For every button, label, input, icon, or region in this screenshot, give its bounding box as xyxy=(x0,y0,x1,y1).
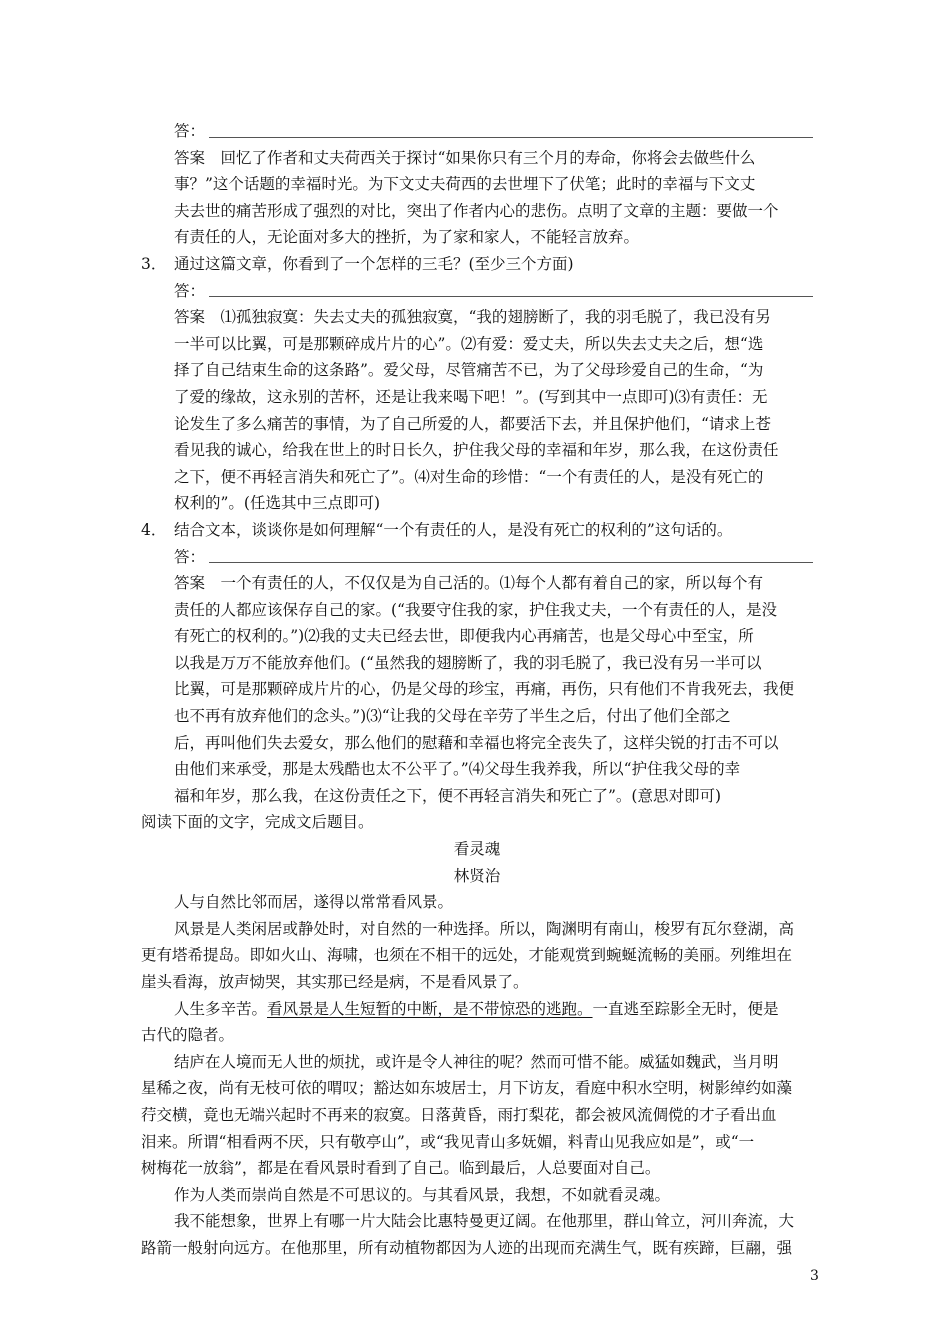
passage-line: 古代的隐者。 xyxy=(141,1026,235,1045)
underlined-sentence: 看风景是人生短暂的中断，是不带惊恐的逃跑。 xyxy=(267,999,593,1018)
q4-key-line: 答案 一个有责任的人，不仅仅是为自己活的。⑴每个人都有着自己的家，所以每个有 xyxy=(174,574,764,593)
q3-key-line: 论发生了多么痛苦的事情，为了自己所爱的人，都要活下去，并且保护他们，“请求上苍 xyxy=(174,414,771,433)
q2-answer-label: 答： xyxy=(174,122,206,140)
passage-line: 结庐在人境而无人世的烦扰，或许是令人神往的呢？然而可惜不能。威猛如魏武，当月明 xyxy=(174,1052,779,1071)
q3-number: 3． xyxy=(141,254,167,273)
answer-rule xyxy=(209,136,813,138)
q3-key-line: 一半可以比翼，可是那颗碎成片片的心”。⑵有爱：爱丈夫，所以失去丈夫之后，想“选 xyxy=(174,334,764,353)
q3-key-line: 之下，便不再轻言消失和死亡了”。⑷对生命的珍惜：“一个有责任的人，是没有死亡的 xyxy=(174,467,764,486)
q3-key-line: 看见我的诚心，给我在世上的时日长久，护住我父母的幸福和年岁，那么我，在这份责任 xyxy=(174,441,779,460)
passage-line: 风景是人类闲居或静处时，对自然的一种选择。所以，陶渊明有南山，梭罗有瓦尔登湖，高 xyxy=(174,919,795,938)
p3-start: 人生多辛苦。 xyxy=(174,999,268,1018)
answer-rule xyxy=(209,295,813,297)
q4-question xyxy=(141,517,813,544)
q2-key-line: 夫去世的痛苦形成了强烈的对比，突出了作者内心的悲伤。点明了文章的主题：要做一个 xyxy=(174,201,779,220)
q4-key-line: 由他们来承受，那是太残酷也太不公平了。”⑷父母生我养我，所以“护住我父母的幸 xyxy=(174,760,741,779)
passage-author: 林贤治 xyxy=(453,866,501,885)
q4-key-line: 有死亡的权利的。”)⑵我的丈夫已经去世，即便我内心再痛苦，也是父母心中至宝，所 xyxy=(174,627,754,646)
passage-line: 我不能想象，世界上有哪一片大陆会比惠特曼更辽阔。在他那里，群山耸立，河川奔流，大 xyxy=(174,1212,795,1231)
q2-key-line: 事？”这个话题的幸福时光。为下文丈夫荷西的去世埋下了伏笔；此时的幸福与下文丈 xyxy=(174,175,756,194)
passage-line: 树梅花一放翁”，都是在看风景时看到了自己。临到最后，人总要面对自己。 xyxy=(141,1159,661,1178)
passage-line: 泪来。所谓“相看两不厌，只有敬亭山”，或“我见青山多妩媚，料青山见我应如是”，或“一 xyxy=(141,1132,755,1151)
q4-question-text: 结合文本，谈谈你是如何理解“一个有责任的人，是没有死亡的权利的”这句话的。 xyxy=(174,520,733,539)
q2-key-line: 答案 回忆了作者和丈夫荷西关于探讨“如果你只有三个月的寿命，你将会去做些什么 xyxy=(174,148,756,167)
passage-line: 更有塔希提岛。即如火山、海啸，也须在不相干的远处，才能观赏到蜿蜒流畅的美丽。列维坦在 xyxy=(141,946,793,965)
q4-key-line: 后，再叫他们失去爱女，那么他们的慰藉和幸福也将完全丧失了，这样尖锐的打击不可以 xyxy=(174,733,779,752)
passage-line: 荇交横，竟也无端兴起时不再来的寂寞。日落黄昏，雨打梨花，都会被风流倜傥的才子看出血 xyxy=(141,1105,777,1124)
q3-answer-line[interactable] xyxy=(141,278,813,305)
q4-key-line: 比翼，可是那颗碎成片片的心，仍是父母的珍宝，再痛，再伤，只有他们不肯我死去，我便 xyxy=(174,680,795,699)
passage-line: 路箭一般射向远方。在他那里，所有动植物都因为人迹的出现而充满生气，既有疾蹄，巨翮，强 xyxy=(141,1238,793,1257)
passage-title: 看灵魂 xyxy=(453,840,501,859)
q4-answer-line[interactable] xyxy=(141,544,813,571)
q4-key-line: 也不再有放弃他们的念头。”)⑶“让我的父母在辛劳了半生之后，付出了他们全部之 xyxy=(174,707,731,726)
answer-rule xyxy=(209,561,813,563)
q2-answer-line[interactable] xyxy=(141,118,813,145)
q3-key-line: 择了自己结束生命的这条路”。爱父母，尽管痛苦不已，为了父母珍爱自己的生命，“为 xyxy=(174,361,764,380)
q3-key-line: 了爱的缘故，这永别的苦杯，还是让我来喝下吧！”。(写到其中一点即可)⑶有责任：无 xyxy=(174,387,768,406)
reading-instruction: 阅读下面的文字，完成文后题目。 xyxy=(141,813,374,832)
q3-answer-label: 答： xyxy=(174,281,206,300)
passage-paragraph-1: 人与自然比邻而居，遂得以常常看风景。 xyxy=(174,893,454,912)
passage-paragraph-5: 作为人类而崇尚自然是不可思议的。与其看风景，我想，不如就看灵魂。 xyxy=(174,1185,671,1204)
q2-key-line: 有责任的人，无论面对多大的挫折，为了家和家人，不能轻言放弃。 xyxy=(174,228,640,247)
q4-number: 4． xyxy=(141,520,167,539)
page-content xyxy=(141,118,813,1262)
p3-end: 一直逃至踪影全无时，便是 xyxy=(592,999,779,1018)
passage-line: 崖头看海，放声恸哭，其实那已经是病，不是看风景了。 xyxy=(141,973,529,991)
q4-key-line: 以我是万万不能放弃他们。(“虽然我的翅膀断了，我的羽毛脱了，我已没有另一半可以 xyxy=(174,653,762,672)
passage-paragraph-3 xyxy=(141,996,813,1023)
q3-question xyxy=(141,251,813,278)
passage-line: 星稀之夜，尚有无枝可依的喟叹；豁达如东坡居士，月下访友，看庭中积水空明，树影绰约如藻 xyxy=(141,1079,793,1098)
q3-question-text: 通过这篇文章，你看到了一个怎样的三毛？(至少三个方面) xyxy=(174,254,574,273)
q3-key-line: 权利的”。(任选其中三点即可) xyxy=(174,494,381,513)
q4-key-line: 福和年岁，那么我，在这份责任之下，便不再轻言消失和死亡了”。(意思对即可) xyxy=(174,786,722,805)
page-number: 3 xyxy=(810,1268,819,1284)
q4-key-line: 责任的人都应该保存自己的家。(“我要守住我的家，护住我丈夫，一个有责任的人，是没 xyxy=(174,600,777,619)
q4-answer-label: 答： xyxy=(174,547,206,566)
q3-key-line: 答案 ⑴孤独寂寞：失去丈夫的孤独寂寞，“我的翅膀断了，我的羽毛脱了，我已没有另 xyxy=(174,308,771,327)
